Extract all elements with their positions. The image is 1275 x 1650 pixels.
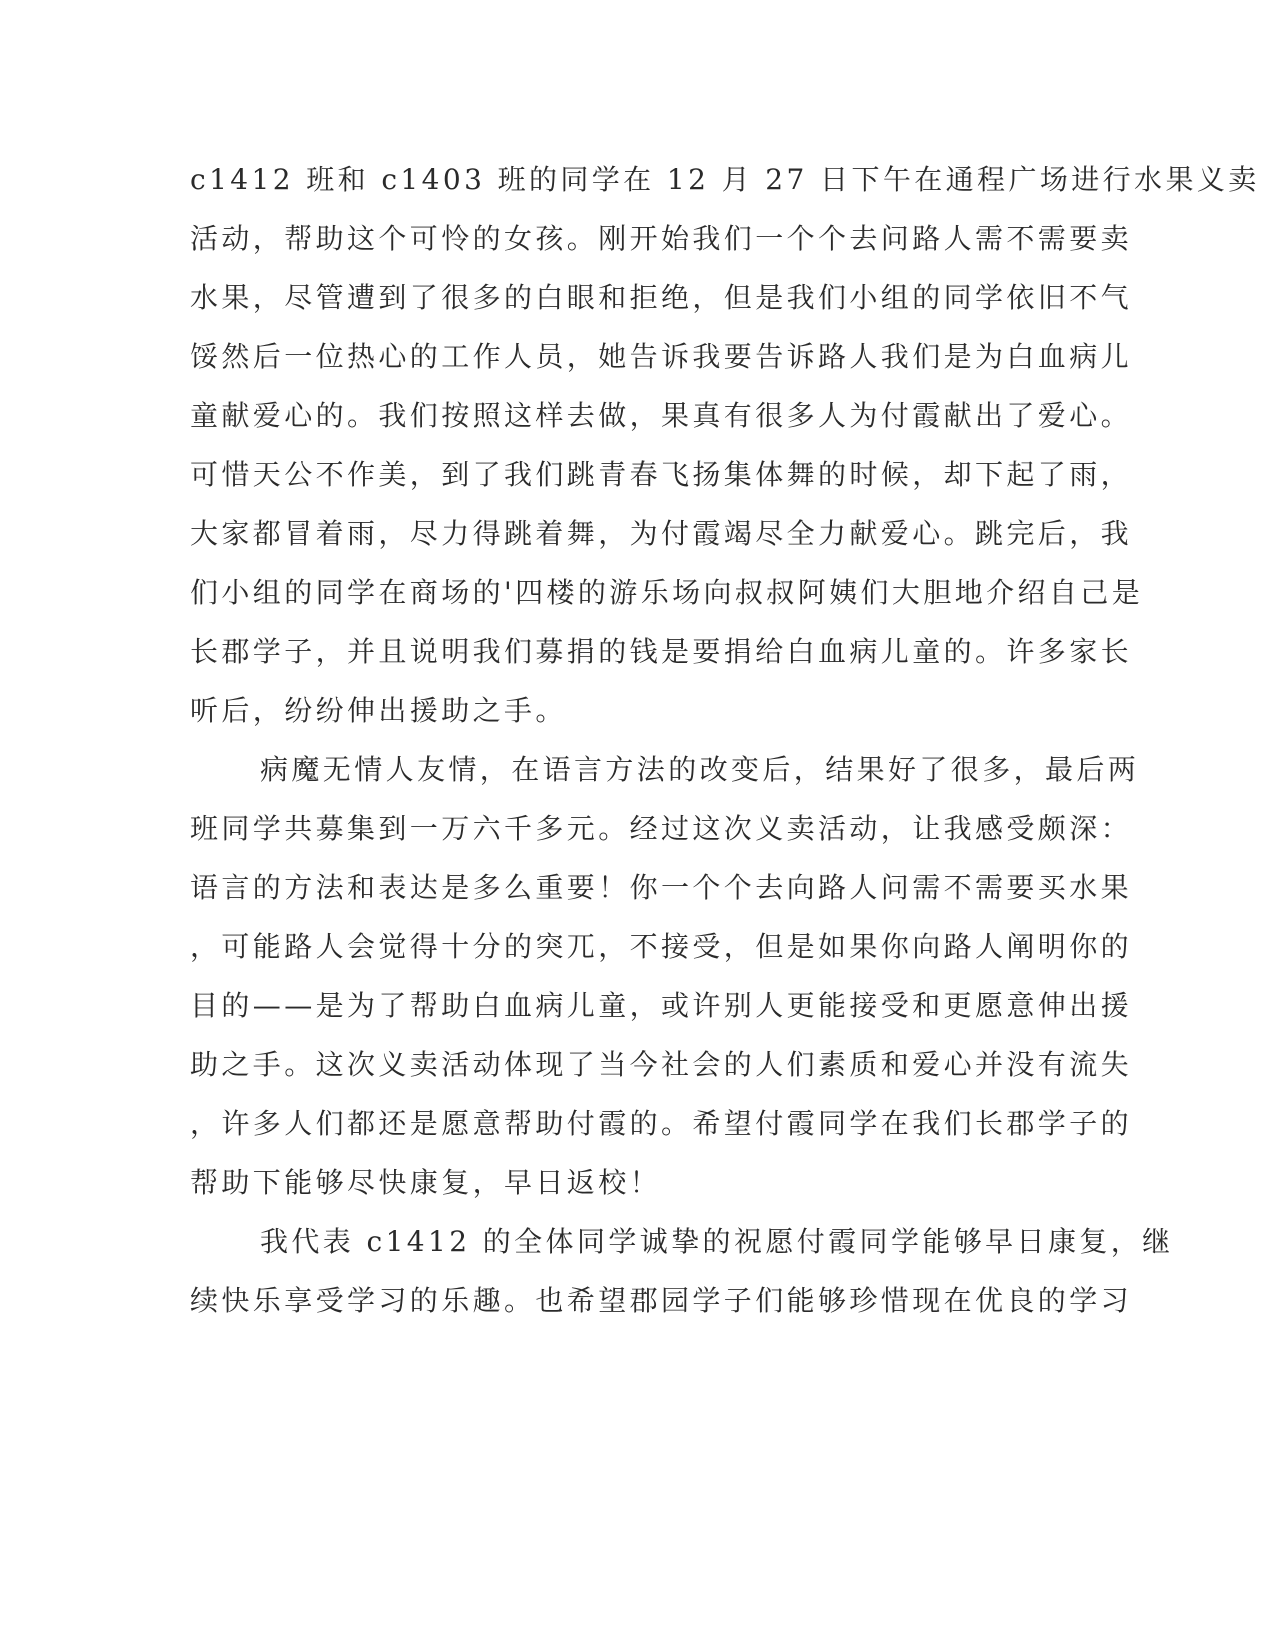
text-line: 班同学共募集到一万六千多元。经过这次义卖活动，让我感受颇深： bbox=[190, 812, 1133, 845]
text-line: c1412 班和 c1403 班的同学在 12 月 27 日下午在通程广场进行水果义卖 bbox=[190, 163, 1260, 196]
text-line: 活动，帮助这个可怜的女孩。刚开始我们一个个去问路人需不需要卖 bbox=[190, 222, 1133, 255]
text-line: 助之手。这次义卖活动体现了当今社会的人们素质和爱心并没有流失 bbox=[190, 1048, 1133, 1081]
text-line: ，许多人们都还是愿意帮助付霞的。希望付霞同学在我们长郡学子的 bbox=[190, 1107, 1133, 1140]
text-line: 童献爱心的。我们按照这样去做，果真有很多人为付霞献出了爱心。 bbox=[190, 399, 1133, 432]
text-line: 们小组的同学在商场的'四楼的游乐场向叔叔阿姨们大胆地介绍自己是 bbox=[190, 576, 1144, 609]
text-line: 长郡学子，并且说明我们募捐的钱是要捐给白血病儿童的。许多家长 bbox=[190, 635, 1133, 668]
text-line: 大家都冒着雨，尽力得跳着舞，为付霞竭尽全力献爱心。跳完后，我 bbox=[190, 517, 1133, 550]
paragraph-first-line: 病魔无情人友情，在语言方法的改变后，结果好了很多，最后两 bbox=[260, 753, 1140, 786]
text-line: 馁然后一位热心的工作人员，她告诉我要告诉路人我们是为白血病儿 bbox=[190, 340, 1133, 373]
text-line: 语言的方法和表达是多么重要！你一个个去向路人问需不需要买水果 bbox=[190, 871, 1133, 904]
text-line: ，可能路人会觉得十分的突兀，不接受，但是如果你向路人阐明你的 bbox=[190, 930, 1133, 963]
text-line: 可惜天公不作美，到了我们跳青春飞扬集体舞的时候，却下起了雨， bbox=[190, 458, 1133, 491]
text-line: 目的——是为了帮助白血病儿童，或许别人更能接受和更愿意伸出援 bbox=[190, 989, 1133, 1022]
text-line: 水果，尽管遭到了很多的白眼和拒绝，但是我们小组的同学依旧不气 bbox=[190, 281, 1133, 314]
text-line: 帮助下能够尽快康复，早日返校！ bbox=[190, 1166, 662, 1199]
text-line: 续快乐享受学习的乐趣。也希望郡园学子们能够珍惜现在优良的学习 bbox=[190, 1284, 1133, 1317]
text-line: 听后，纷纷伸出援助之手。 bbox=[190, 694, 567, 727]
paragraph-first-line: 我代表 c1412 的全体同学诚挚的祝愿付霞同学能够早日康复，继 bbox=[260, 1225, 1174, 1258]
